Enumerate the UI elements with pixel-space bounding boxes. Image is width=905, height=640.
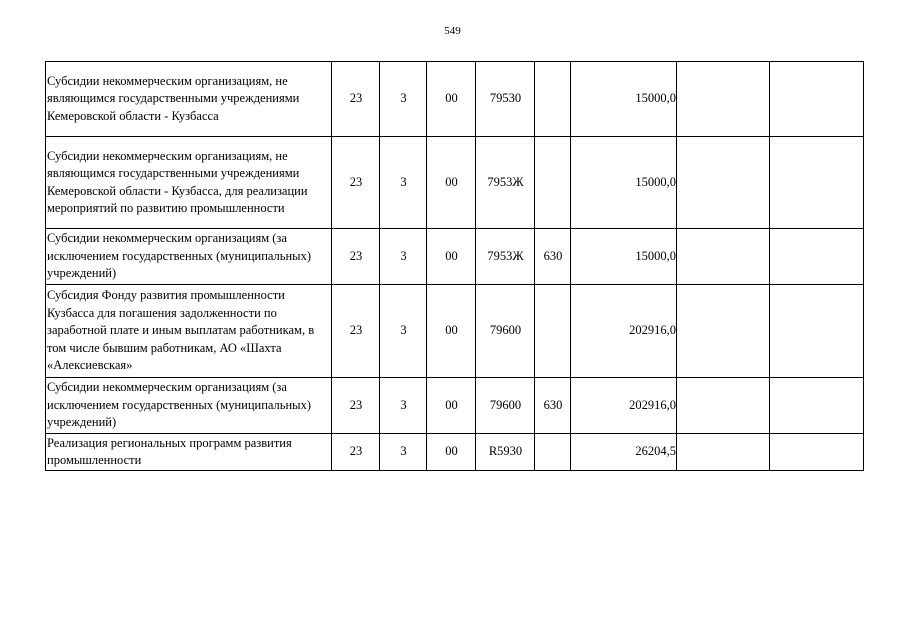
table-row xyxy=(46,229,864,285)
extra2-cell xyxy=(770,285,864,378)
code2-cell: 3 xyxy=(380,62,427,137)
extra1-cell xyxy=(677,434,770,471)
code2-cell: 3 xyxy=(380,378,427,434)
row-name-cell: Субсидии некоммерческим организациям, не являющимся государственными учреждениями Кемеровской области - Кузбасса xyxy=(46,62,332,137)
extra2-cell xyxy=(770,137,864,229)
code4-cell: 79600 xyxy=(476,285,535,378)
code3-cell: 00 xyxy=(427,378,476,434)
code5-cell xyxy=(535,285,571,378)
code5-cell xyxy=(535,434,571,471)
code2-cell: 3 xyxy=(380,285,427,378)
code3-cell: 00 xyxy=(427,285,476,378)
code1-cell: 23 xyxy=(332,137,380,229)
table-row xyxy=(46,285,864,378)
code3-cell: 00 xyxy=(427,434,476,471)
page-number: 549 xyxy=(444,25,461,37)
code1-cell: 23 xyxy=(332,62,380,137)
code4-cell: 7953Ж xyxy=(476,137,535,229)
code2-cell: 3 xyxy=(380,229,427,285)
row-name-cell: Реализация региональных программ развития промышленности xyxy=(46,434,332,471)
table-row xyxy=(46,137,864,229)
sum-cell: 26204,5 xyxy=(571,434,677,471)
code1-cell: 23 xyxy=(332,378,380,434)
row-name-cell: Субсидии некоммерческим организациям, не являющимся государственными учреждениями Кемеровской области - Кузбасса, для реализации мероприятий по развитию промышленности xyxy=(46,137,332,229)
sum-cell: 15000,0 xyxy=(571,62,677,137)
extra1-cell xyxy=(677,229,770,285)
code5-cell: 630 xyxy=(535,378,571,434)
table-row xyxy=(46,378,864,434)
extra2-cell xyxy=(770,229,864,285)
sum-cell: 202916,0 xyxy=(571,285,677,378)
code3-cell: 00 xyxy=(427,137,476,229)
code3-cell: 00 xyxy=(427,62,476,137)
extra1-cell xyxy=(677,137,770,229)
code4-cell: 79530 xyxy=(476,62,535,137)
sum-cell: 202916,0 xyxy=(571,378,677,434)
code1-cell: 23 xyxy=(332,434,380,471)
table-row xyxy=(46,434,864,471)
code4-cell: 79600 xyxy=(476,378,535,434)
code1-cell: 23 xyxy=(332,285,380,378)
code5-cell xyxy=(535,137,571,229)
extra2-cell xyxy=(770,434,864,471)
sum-cell: 15000,0 xyxy=(571,137,677,229)
row-name-cell: Субсидии некоммерческим организациям (за исключением государственных (муниципальных) учреждений) xyxy=(46,378,332,434)
code4-cell: R5930 xyxy=(476,434,535,471)
extra1-cell xyxy=(677,285,770,378)
row-name-cell: Субсидия Фонду развития промышленности Кузбасса для погашения задолженности по заработной плате и иным выплатам работникам, в том числе бывшим работникам, АО «Шахта «Алексиевская» xyxy=(46,285,332,378)
code3-cell: 00 xyxy=(427,229,476,285)
code5-cell: 630 xyxy=(535,229,571,285)
extra2-cell xyxy=(770,62,864,137)
code2-cell: 3 xyxy=(380,137,427,229)
code5-cell xyxy=(535,62,571,137)
extra1-cell xyxy=(677,378,770,434)
code2-cell: 3 xyxy=(380,434,427,471)
sum-cell: 15000,0 xyxy=(571,229,677,285)
table-row xyxy=(46,62,864,137)
code1-cell: 23 xyxy=(332,229,380,285)
budget-table xyxy=(45,61,864,471)
extra2-cell xyxy=(770,378,864,434)
row-name-cell: Субсидии некоммерческим организациям (за исключением государственных (муниципальных) учреждений) xyxy=(46,229,332,285)
extra1-cell xyxy=(677,62,770,137)
code4-cell: 7953Ж xyxy=(476,229,535,285)
